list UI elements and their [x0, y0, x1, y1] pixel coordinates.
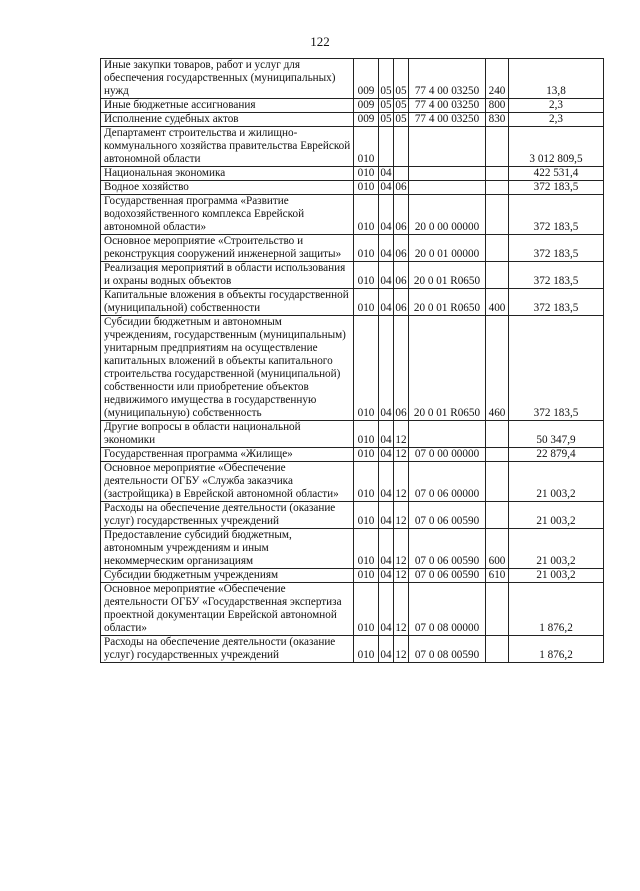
- subsection-code: 12: [394, 502, 409, 529]
- row-name: Исполнение судебных актов: [101, 113, 354, 127]
- target-article-code: 07 0 00 00000: [409, 448, 486, 462]
- budget-table-body: [101, 59, 604, 663]
- subsection-code: 06: [394, 235, 409, 262]
- ved-code: 010: [354, 167, 379, 181]
- section-code: 04: [379, 421, 394, 448]
- expense-type-code: [486, 167, 509, 181]
- expense-type-code: [486, 235, 509, 262]
- subsection-code: 12: [394, 636, 409, 663]
- table-row: [101, 235, 604, 262]
- expense-type-code: [486, 583, 509, 636]
- ved-code: 010: [354, 262, 379, 289]
- subsection-code: [394, 167, 409, 181]
- subsection-code: 06: [394, 316, 409, 421]
- target-article-code: 07 0 08 00590: [409, 636, 486, 663]
- section-code: 04: [379, 462, 394, 502]
- section-code: 04: [379, 262, 394, 289]
- row-name: Государственная программа «Жилище»: [101, 448, 354, 462]
- amount: 21 003,2: [509, 502, 604, 529]
- target-article-code: 77 4 00 03250: [409, 99, 486, 113]
- amount: 372 183,5: [509, 289, 604, 316]
- subsection-code: 05: [395, 99, 407, 111]
- expense-type-code: 400: [486, 289, 509, 316]
- amount: 372 183,5: [509, 316, 604, 421]
- target-article-code: [409, 181, 486, 195]
- table-row: [101, 99, 604, 113]
- row-name: Расходы на обеспечение деятельности (оказание услуг) государственных учреждений: [101, 502, 354, 529]
- section-code: 04: [380, 167, 392, 179]
- row-name: Предоставление субсидий бюджетным, автономным учреждениям и иным некоммерческим организациям: [101, 529, 354, 569]
- section-code: 05: [380, 99, 392, 111]
- ved-code: 010: [354, 235, 379, 262]
- section-code: 04: [379, 502, 394, 529]
- section-code: 04: [380, 181, 392, 193]
- target-article-code: 77 4 00 03250: [409, 113, 486, 127]
- ved-code: 010: [354, 127, 379, 167]
- row-name: Основное мероприятие «Строительство и реконструкция сооружений инженерной защиты»: [101, 235, 354, 262]
- target-article-code: 07 0 06 00590: [409, 529, 486, 569]
- ved-code: 010: [354, 448, 379, 462]
- expense-type-code: [486, 502, 509, 529]
- section-code: 04: [379, 316, 394, 421]
- target-article-code: 07 0 06 00000: [409, 462, 486, 502]
- section-code: 04: [380, 448, 392, 460]
- table-row: [101, 502, 604, 529]
- section-code: 04: [379, 529, 394, 569]
- amount: 372 183,5: [509, 235, 604, 262]
- expense-type-code: [486, 636, 509, 663]
- expense-type-code: 600: [486, 529, 509, 569]
- subsection-code: 06: [395, 181, 407, 193]
- row-name: Департамент строительства и жилищно-коммунального хозяйства правительства Еврейской автономной области: [101, 127, 354, 167]
- table-row: [101, 569, 604, 583]
- expense-type-code: [486, 462, 509, 502]
- row-name: Другие вопросы в области национальной экономики: [101, 421, 354, 448]
- row-name: Основное мероприятие «Обеспечение деятельности ОГБУ «Государственная экспертиза проектной документации Еврейской автономной области»: [101, 583, 354, 636]
- ved-code: 010: [354, 316, 379, 421]
- target-article-code: 20 0 01 00000: [409, 235, 486, 262]
- amount: 22 879,4: [509, 448, 604, 462]
- ved-code: 009: [354, 99, 379, 113]
- section-code: 04: [379, 235, 394, 262]
- expense-type-code: 240: [486, 59, 509, 99]
- subsection-code: 12: [394, 529, 409, 569]
- target-article-code: 07 0 06 00590: [409, 569, 486, 583]
- table-row: [101, 529, 604, 569]
- target-article-code: 77 4 00 03250: [409, 59, 486, 99]
- row-name: Основное мероприятие «Обеспечение деятельности ОГБУ «Служба заказчика (застройщика) в Еврейской автономной области»: [101, 462, 354, 502]
- expense-type-code: [486, 181, 509, 195]
- table-row: [101, 316, 604, 421]
- table-row: [101, 289, 604, 316]
- expense-type-code: [486, 448, 509, 462]
- amount: 50 347,9: [509, 421, 604, 448]
- amount: 372 183,5: [509, 262, 604, 289]
- amount: 422 531,4: [509, 167, 604, 181]
- table-row: [101, 127, 604, 167]
- expense-type-code: [486, 421, 509, 448]
- amount: 2,3: [509, 113, 604, 127]
- section-code: 04: [379, 583, 394, 636]
- expense-type-code: 460: [486, 316, 509, 421]
- ved-code: 009: [354, 113, 379, 127]
- target-article-code: 20 0 01 R0650: [409, 289, 486, 316]
- table-row: [101, 167, 604, 181]
- subsection-code: 05: [394, 59, 409, 99]
- ved-code: 010: [354, 569, 379, 583]
- subsection-code: 12: [394, 583, 409, 636]
- table-row: [101, 421, 604, 448]
- expense-type-code: [486, 127, 509, 167]
- expense-type-code: [486, 262, 509, 289]
- ved-code: 010: [354, 529, 379, 569]
- amount: 1 876,2: [509, 636, 604, 663]
- row-name: Капитальные вложения в объекты государственной (муниципальной) собственности: [101, 289, 354, 316]
- subsection-code: 06: [394, 262, 409, 289]
- target-article-code: 20 0 00 00000: [409, 195, 486, 235]
- section-code: 04: [380, 569, 392, 581]
- target-article-code: [409, 421, 486, 448]
- table-row: [101, 181, 604, 195]
- ved-code: 010: [354, 421, 379, 448]
- table-row: [101, 113, 604, 127]
- amount: 13,8: [509, 59, 604, 99]
- amount: 2,3: [509, 99, 604, 113]
- table-row: [101, 59, 604, 99]
- amount: 21 003,2: [509, 462, 604, 502]
- ved-code: 010: [354, 195, 379, 235]
- amount: 372 183,5: [509, 181, 604, 195]
- subsection-code: 06: [394, 289, 409, 316]
- section-code: 04: [379, 195, 394, 235]
- row-name: Расходы на обеспечение деятельности (оказание услуг) государственных учреждений: [101, 636, 354, 663]
- target-article-code: 07 0 06 00590: [409, 502, 486, 529]
- ved-code: 010: [354, 181, 379, 195]
- table-row: [101, 448, 604, 462]
- ved-code: 010: [354, 583, 379, 636]
- expense-type-code: 830: [486, 113, 509, 127]
- amount: 3 012 809,5: [509, 127, 604, 167]
- subsection-code: 06: [394, 195, 409, 235]
- row-name: Субсидии бюджетным учреждениям: [101, 569, 354, 583]
- row-name: Реализация мероприятий в области использования и охраны водных объектов: [101, 262, 354, 289]
- row-name: Иные бюджетные ассигнования: [101, 99, 354, 113]
- amount: 372 183,5: [509, 195, 604, 235]
- ved-code: 010: [354, 289, 379, 316]
- table-row: [101, 462, 604, 502]
- expense-type-code: 610: [486, 569, 509, 583]
- budget-table: [100, 58, 604, 663]
- section-code: [379, 127, 394, 167]
- section-code: 04: [379, 636, 394, 663]
- ved-code: 009: [354, 59, 379, 99]
- target-article-code: [409, 127, 486, 167]
- section-code: 05: [380, 113, 392, 125]
- amount: 21 003,2: [509, 529, 604, 569]
- ved-code: 010: [354, 502, 379, 529]
- row-name: Иные закупки товаров, работ и услуг для обеспечения государственных (муниципальных) нужд: [101, 59, 354, 99]
- table-row: [101, 583, 604, 636]
- row-name: Субсидии бюджетным и автономным учреждениям, государственным (муниципальным) унитарным предприятиям на осуществление капитальных вложений в объекты капитального строительства государственной (муниципальной) собственности или приобретение объектов недвижимого имущества в государственную (муниципальную) собственность: [101, 316, 354, 421]
- row-name: Государственная программа «Развитие водохозяйственного комплекса Еврейской автономной области»: [101, 195, 354, 235]
- expense-type-code: [486, 195, 509, 235]
- ved-code: 010: [354, 462, 379, 502]
- table-row: [101, 636, 604, 663]
- section-code: 05: [379, 59, 394, 99]
- amount: 1 876,2: [509, 583, 604, 636]
- subsection-code: 12: [394, 421, 409, 448]
- page-number: 122: [310, 34, 330, 49]
- target-article-code: 07 0 08 00000: [409, 583, 486, 636]
- subsection-code: 12: [395, 569, 407, 581]
- subsection-code: 12: [394, 462, 409, 502]
- target-article-code: 20 0 01 R0650: [409, 316, 486, 421]
- table-row: [101, 195, 604, 235]
- subsection-code: 12: [395, 448, 407, 460]
- ved-code: 010: [354, 636, 379, 663]
- expense-type-code: 800: [486, 99, 509, 113]
- target-article-code: 20 0 01 R0650: [409, 262, 486, 289]
- subsection-code: [394, 127, 409, 167]
- table-row: [101, 262, 604, 289]
- target-article-code: [409, 167, 486, 181]
- subsection-code: 05: [395, 113, 407, 125]
- row-name: Национальная экономика: [101, 167, 354, 181]
- row-name: Водное хозяйство: [101, 181, 354, 195]
- section-code: 04: [379, 289, 394, 316]
- amount: 21 003,2: [509, 569, 604, 583]
